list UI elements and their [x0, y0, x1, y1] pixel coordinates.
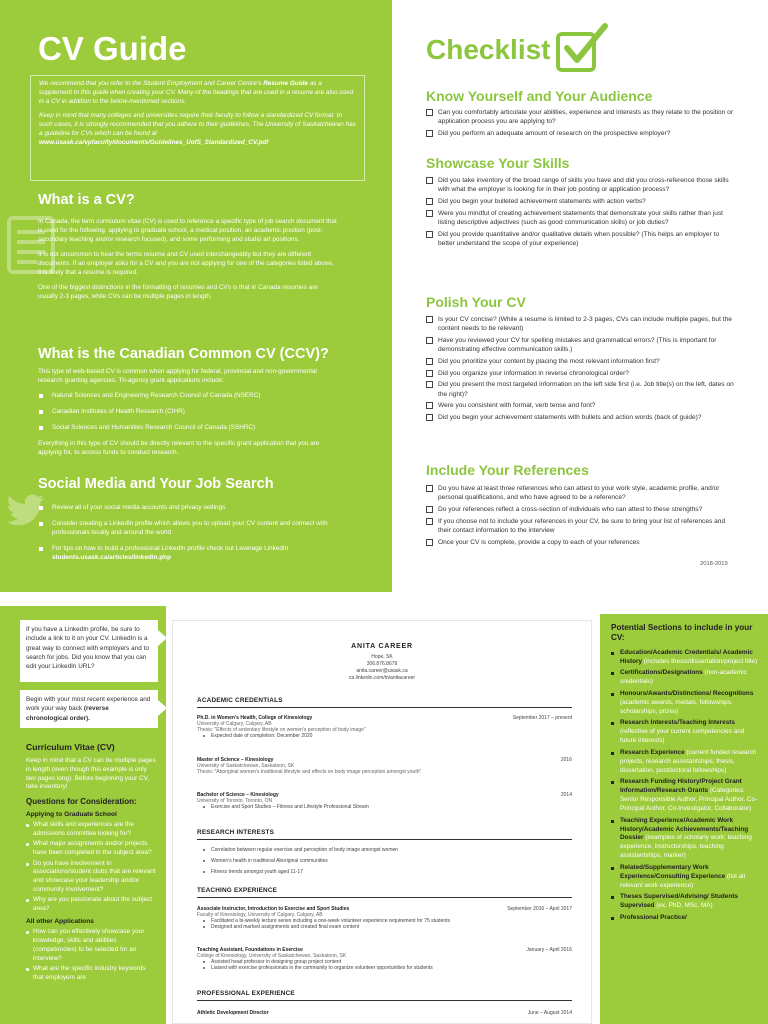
entry-title: Teaching Assistant, Foundations in Exercise [197, 947, 303, 953]
checklist-item [426, 129, 736, 138]
checklist-item-text: Is your CV concise? (While a resume is limited to 2-3 pages, CVs can include multiple pages, but the content needs to be relevant) [438, 316, 732, 333]
list-item [611, 778, 761, 813]
entry-title: Bachelor of Science – Kinesiology [197, 792, 279, 798]
curriculum-heading: Curriculum Vitae (CV) [26, 742, 115, 752]
checkbox[interactable] [426, 231, 433, 238]
entry-bullet: Assisted head professor in designing group project content [197, 959, 572, 965]
section-name: Research Funding History/Project Grant Information/Research Grants [620, 778, 742, 795]
guideline-url-link[interactable]: www.usask.ca/vpfaculty/documents/Guidelines_UofS_Standardized_CV.pdf [39, 138, 269, 146]
checklist-item [426, 357, 736, 366]
section-name: Honours/Awards/Distinctions/ Recognitions [620, 690, 754, 697]
teaching-experience-heading: TEACHING EXPERIENCE [197, 887, 278, 894]
checklist-item-text: Were you consistent with format, verb tense and font? [438, 402, 596, 410]
checklist-item-text: Did you prioritize your content by placing the most relevant information first? [438, 357, 660, 365]
entry-date: January – April 2016 [526, 947, 572, 953]
list-item: Correlation between regular exercise and perception of body image amongst women [197, 847, 572, 853]
checklist-item [426, 538, 736, 547]
section-name: Professional Practice/ [620, 914, 687, 922]
resume-guide-link[interactable]: Resume Guide [263, 80, 308, 87]
cv-entry-athletic-director [197, 1010, 572, 1016]
checkbox[interactable] [426, 337, 433, 344]
what-is-cv-p3: One of the biggest distinctions in the formatting of resumes and CVs is that in Canada resumes are usually 2-3 pages, while CVs can be multiple pages in length. [38, 283, 318, 300]
section-heading-references: Include Your References [426, 462, 589, 478]
checklist-item-text: Did you begin your bulleted achievement statements with action verbs? [438, 197, 646, 205]
checklist-item-text: Do you have at least three references who can attest to your work style, academic profile, and/or personal qualifications, and who have agreed to be a reference? [438, 485, 720, 502]
checklist-item-text: Once your CV is complete, provide a copy to each of your references [438, 538, 640, 546]
checklist-item-text: If you choose not to include your references in your CV, be sure to bring your list of references and their contact information to the interview [438, 517, 726, 534]
professional-experience-heading: PROFESSIONAL EXPERIENCE [197, 990, 295, 997]
list-item [611, 893, 761, 911]
entry-date: June – August 2014 [527, 1010, 572, 1016]
checklist-item-text: Did you begin your achievement statements with bullets and action words (back of guide)? [438, 413, 702, 421]
linkedin-callout [20, 620, 158, 682]
section-desc: (ex. PhD, MSc, MA) [654, 902, 713, 910]
checkbox[interactable] [426, 485, 433, 492]
entry-bullet: Liaised with exercise professionals in the community to organize volunteer opportunities for students [197, 965, 572, 971]
section-name: Research Interests/Teaching Interests [620, 719, 735, 727]
list-item [611, 864, 761, 890]
cv-entry-msc [197, 757, 572, 775]
entry-title: Athletic Development Director [197, 1010, 269, 1016]
social-tip-2: Consider creating a LinkedIn profile which allows you to upload your CV content and connect with professionals locally and around the world [52, 519, 328, 536]
list-item [38, 520, 338, 538]
entry-institution: College of Kinesiology, University of Saskatchewan, Saskatoon, SK [197, 953, 347, 959]
checklist-item-text: Do your references reflect a cross-section of individuals who can attest to these strengths? [438, 505, 703, 513]
checklist-item [426, 197, 736, 206]
section-desc: (non-academic credentials) [620, 669, 747, 686]
cv-guide-panel [0, 0, 392, 592]
grad-questions [26, 821, 156, 914]
other-applications-heading: All other Applications [26, 918, 94, 926]
cv-entry-teaching-assistant [197, 947, 572, 971]
list-item: What major assignments and/or projects have been completed in the subject area? [26, 840, 156, 858]
ccv-body [38, 368, 338, 464]
questions-heading: Questions for Consideration: [26, 797, 137, 807]
list-item: Fitness trends amongst youth aged 11-17 [197, 869, 572, 875]
checklist-item [426, 413, 736, 422]
agency-cihr: Canadian Institutes of Health Research (CIHR) [52, 407, 185, 415]
checkbox[interactable] [426, 402, 433, 409]
entry-bullet: Designed and marked assignments and created final exam content [197, 924, 572, 930]
list-item [38, 424, 338, 433]
checklist-item [426, 369, 736, 378]
entry-title: Associate Instructor, Introduction to Exercise and Sport Studies [197, 906, 350, 912]
linkedin-callout-text: If you have a LinkedIn profile, be sure to include a link to it on your CV. LinkedIn is a great way to connect with employers and to search for jobs. Did you know that you can edit your LinkedIn URL? [26, 626, 149, 671]
intro-text: We recommend that you refer to the Student Employment and Career Centre's [39, 80, 264, 87]
social-heading: Social Media and Your Job Search [38, 476, 274, 492]
agency-list [38, 392, 338, 433]
linkedin-article-link[interactable]: students.usask.ca/articles/linkedin.php [52, 553, 171, 561]
checklist-polish [426, 315, 736, 425]
checklist-title: Checklist [426, 34, 551, 65]
entry-title: Master of Science – Kinesiology [197, 757, 274, 763]
checkbox[interactable] [426, 177, 433, 184]
checkbox[interactable] [426, 506, 433, 513]
cv-email[interactable]: anita.career@usask.ca [356, 668, 408, 674]
checklist-item [426, 209, 736, 227]
section-desc: (list all relevant work experience) [620, 872, 746, 889]
intro-paragraph [39, 80, 356, 107]
intro-paragraph-2 [39, 112, 356, 148]
entry-date: September 2017 – present [512, 715, 572, 721]
cv-guide-title: CV Guide [38, 30, 187, 67]
checkbox[interactable] [426, 518, 433, 525]
entry-date: 2014 [560, 792, 572, 798]
agency-nserc: Natural Sciences and Engineering Research Council of Canada (NSERC) [52, 391, 261, 399]
list-item [611, 817, 761, 861]
section-desc: (reflective of your current competencies and future interests) [620, 728, 745, 745]
callout-emphasis: (reverse chronological order). [26, 705, 109, 722]
ccv-p1: This type of web-based CV is common when applying for federal, provincial and non-governmental research granting agencies. Tri-agency grant applications include: [38, 368, 317, 384]
section-desc: (current funded research projects, research assistantships, thesis, dissertation, postdoctoral fellowships) [620, 748, 757, 774]
section-name: Research Experience [620, 748, 685, 756]
checklist-item [426, 315, 736, 333]
section-heading-audience: Know Yourself and Your Audience [426, 88, 653, 104]
checklist-item-text: Did you present the most targeted information on the left side first (i.e. Job title(s) on the left, dates on the right)? [438, 381, 734, 398]
list-item [38, 408, 338, 417]
checklist-item-text: Can you comfortably articulate your abilities, experience and interests as they relate to the position or application process you are applying to? [438, 109, 734, 126]
cv-location: Hope, SK [371, 654, 393, 660]
checklist-item-text: Were you mindful of creating achievement statements that demonstrate your skills rather than just listing descriptive adjectives (such as good communication skills) or job duties? [438, 209, 724, 226]
section-heading-skills: Showcase Your Skills [426, 155, 570, 171]
checkbox[interactable] [426, 358, 433, 365]
section-heading-polish: Polish Your CV [426, 294, 526, 310]
list-item: What skills and experiences are the admissions committee looking for? [26, 821, 156, 839]
entry-institution: University of Calgary, Calgary, AB [197, 721, 272, 727]
curriculum-intro: Keep in mind that a CV can be multiple pages in length (even though this example is only two pages long). Before beginning your CV, take inventory! [26, 756, 156, 791]
divider [197, 897, 572, 898]
intro-text-2: Keep in mind that many colleges and universities require their faculty to follow a standardized CV format. In such cases, it is strongly recommended that you adhere to their guidelines. The University of Saskatchewan has a guideline for CVs which can be found at [39, 111, 356, 137]
checkbox[interactable] [426, 109, 433, 116]
entry-institution: University of Toronto, Toronto, ON [197, 798, 273, 804]
cv-linkedin-url[interactable]: ca.linkedin.com/in/anitacareer [348, 675, 416, 681]
list-item [611, 719, 761, 745]
checklist-item [426, 108, 736, 126]
research-interests-heading: RESEARCH INTERESTS [197, 829, 275, 836]
checkbox[interactable] [426, 381, 433, 388]
research-interests-list [197, 847, 572, 875]
section-name: Certifications/Designations [620, 669, 703, 677]
checkbox[interactable] [426, 198, 433, 205]
social-body [38, 500, 338, 570]
entry-bullet: Facilitated a bi-weekly lecture series including a one-week volunteer experience requirement for 75 students [197, 918, 572, 924]
list-item [611, 649, 761, 667]
list-item [611, 914, 761, 923]
checkbox[interactable] [426, 370, 433, 377]
cv-phone: 306.876.8679 [366, 661, 398, 667]
checkbox[interactable] [426, 130, 433, 137]
checkbox[interactable] [426, 539, 433, 546]
section-name: Theses Supervised/Advising/ Students Supervised [620, 893, 738, 910]
entry-date: September 2016 – April 2017 [507, 906, 572, 912]
checklist-item [426, 380, 736, 398]
ccv-heading: What is the Canadian Common CV (CCV)? [38, 346, 329, 362]
list-item [38, 392, 338, 401]
potential-sections [611, 623, 761, 926]
entry-title: Ph.D. in Women's Health, College of Kinesiology [197, 715, 313, 721]
entry-bullet: Expected date of completion: December 2020 [197, 733, 572, 739]
section-desc: (Categories: Senior Responsible Author, Principal Author, Co-Principal Author, Co-Investigator, Collaborator) [620, 787, 758, 812]
reverse-chronological-callout [20, 690, 158, 728]
ccv-p2: Everything in this type of CV should be directly relevant to the specific grant application that you are applying for, to access funds to conduct research. [38, 439, 320, 456]
what-is-cv-p2: It is not uncommon to hear the terms resume and CV used interchangeably but they are different documents. If an employer asks for a CV and you are not applying for one of the categories listed above, it is likely that a resume is required. [38, 250, 334, 276]
list-item: How can you effectively showcase your knowledge, skills and abilities (competencies) to be selected for an interview? [26, 928, 156, 963]
checklist-item [426, 401, 736, 410]
checklist-item [426, 505, 736, 514]
list-item: Why are you passionate about the subject area? [26, 896, 156, 914]
intro-box [30, 75, 365, 181]
checkmark-icon [555, 22, 611, 74]
checkbox[interactable] [426, 210, 433, 217]
section-desc: (examples of scholarly work: teaching experience, instructorships, teaching assistantships, marker) [620, 834, 752, 860]
checklist-item [426, 230, 736, 248]
checklist-item [426, 484, 736, 502]
curriculum-vitae-notes [26, 742, 156, 984]
entry-institution: Faculty of Kinesiology, University of Calgary, Calgary, AB [197, 912, 323, 918]
cv-entry-phd [197, 715, 572, 739]
divider [197, 707, 572, 708]
social-list [38, 504, 338, 563]
academic-credentials-heading: ACADEMIC CREDENTIALS [197, 697, 283, 704]
checklist-item [426, 176, 736, 194]
list-item [611, 749, 761, 775]
checklist-item-text: Did you perform an adequate amount of research on the prospective employer? [438, 129, 671, 137]
social-tip-1: Review all of your social media accounts and privacy settings [52, 504, 226, 511]
list-item [611, 690, 761, 716]
what-is-cv-body [38, 218, 338, 308]
checkbox[interactable] [426, 414, 433, 421]
callout-text: Begin with your most recent experience and work your way back [26, 696, 151, 713]
entry-date: 2016 [560, 757, 572, 763]
checklist-item-text: Did you provide quantitative and/or qualitative details when possible? (This helps an employer to better understand the scope of your experience) [438, 230, 720, 247]
agency-sshrc: Social Sciences and Humanities Research Council of Canada (SSHRC) [52, 423, 256, 431]
section-desc: (academic awards, medals, fellowships, scholarships, prizes) [620, 698, 733, 715]
list-item: Women's health in traditional Aboriginal communities [197, 858, 572, 864]
divider [197, 839, 572, 840]
section-desc: (includes thesis/dissertation/project title) [642, 657, 758, 665]
sample-cv [172, 620, 592, 1024]
list-item [38, 545, 338, 563]
what-is-cv-p1: In Canada, the term curriculum vitae (CV) is used to reference a specific type of job search document that is used for the following: applying to graduate school, a medical position, an academic position (post-secondary teaching and/or research focused), and some performing and studio art positions. [38, 218, 337, 243]
social-tip-3: For tips on how to build a professional LinkedIn profile check out Leverage LinkedIn [52, 544, 289, 552]
entry-thesis: Thesis: "Aboriginal women's traditional lifestyle and effects on body image perception amongst youth" [197, 769, 422, 775]
checklist-skills [426, 176, 736, 251]
checklist-audience [426, 108, 736, 141]
checklist-item [426, 336, 736, 354]
grad-school-heading: Applying to Graduate School [26, 811, 117, 819]
section-name: Teaching Experience/Academic Work History/Academic Achievements/Teaching Dossier [620, 816, 749, 842]
potential-sections-heading: Potential Sections to include in your CV: [611, 623, 753, 642]
checkbox[interactable] [426, 316, 433, 323]
entry-institution: University of Saskatchewan, Saskatoon, SK [197, 763, 295, 769]
list-item: What are the specific industry keywords that employers are [26, 965, 156, 983]
checklist-item-text: Did you organize your information in reverse chronological order? [438, 369, 629, 377]
entry-bullet: Exercise and Sport Studies – Fitness and Lifestyle Professional Stream [197, 804, 572, 810]
list-item [38, 504, 338, 513]
cv-entry-associate-instructor [197, 906, 572, 930]
checklist-item-text: Did you take inventory of the broad range of skills you have and did you cross-reference those skills with what the employer is looking for in their job posting or application process? [438, 177, 729, 194]
cv-entry-bsc [197, 792, 572, 810]
checklist-item-text: Have you reviewed your CV for spelling mistakes and grammatical errors? (This is important for demonstrating effective communication skills.) [438, 336, 717, 354]
what-is-cv-heading: What is a CV? [38, 192, 135, 208]
list-item [611, 669, 761, 687]
section-name: Education/Academic Credentials/ Academic History [620, 648, 753, 665]
other-questions [26, 928, 156, 982]
intro-text-cont: as a supplement to this guide when creating your CV. Many of the headings that are used in a resume are also used in a CV in addition to the below-mentioned sections. [39, 80, 354, 105]
entry-thesis: Thesis: "Effects of sedentary lifestyle on women's perception of body image" [197, 727, 366, 733]
list-item: Do you have involvement in associations/student clubs that are relevant and showcase your leadership and/or community involvement? [26, 860, 156, 895]
edition-year: 2018-2019 [700, 561, 728, 567]
section-name: Related/Supplementary Work Experience/Consulting Experience [620, 863, 726, 880]
sections-list [611, 649, 761, 923]
cv-name: ANITA CAREER [351, 643, 413, 650]
checklist-references [426, 484, 736, 549]
divider [197, 1000, 572, 1001]
checklist-item [426, 517, 736, 535]
